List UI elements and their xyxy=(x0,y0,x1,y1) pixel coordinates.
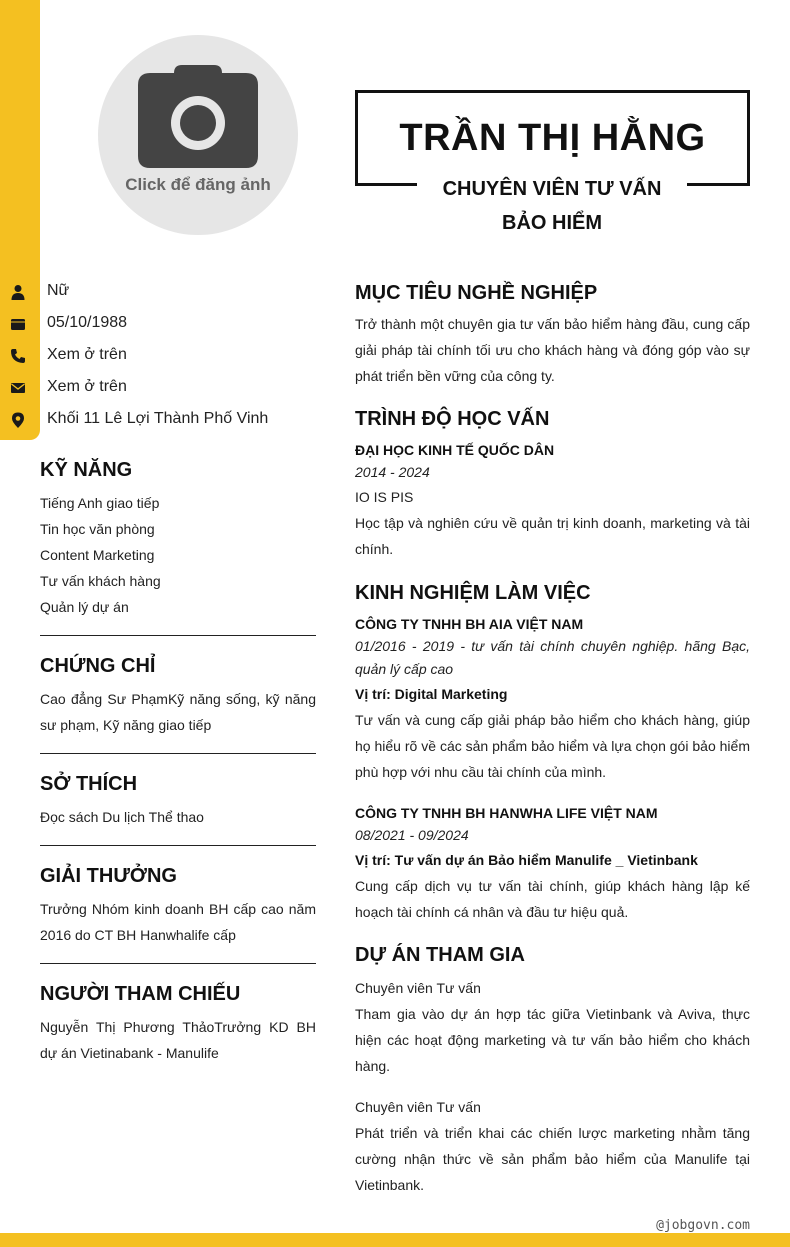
photo-upload[interactable] xyxy=(98,35,298,235)
company-name: CÔNG TY TNHH BH AIA VIỆT NAM xyxy=(355,616,584,632)
calendar-icon xyxy=(10,316,26,332)
job-role: Vị trí: Digital Marketing xyxy=(355,686,508,702)
skill-item: Tin học văn phòng xyxy=(40,521,155,537)
certificates-text: Cao đẳng Sư PhạmKỹ năng sống, kỹ năng sư phạm, Kỹ năng giao tiếp xyxy=(40,691,316,733)
references-heading: NGƯỜI THAM CHIẾU xyxy=(40,983,241,1005)
education-major: IO IS PIS xyxy=(355,489,414,505)
contact-birthday xyxy=(0,308,330,340)
objective-text: Trở thành một chuyên gia tư vấn bảo hiểm hàng đầu, cung cấp giải pháp tài chính tối ưu cho khách hàng và đóng góp vào sự phát triển bền vững của công ty. xyxy=(355,316,750,384)
skills-section xyxy=(40,458,316,620)
job-entry xyxy=(355,802,750,925)
contact-address xyxy=(0,404,330,436)
job-description: Cung cấp dịch vụ tư vấn tài chính, giúp khách hàng lập kế hoạch tài chính cá nhân và đầu tư hiệu quả. xyxy=(355,878,750,920)
job-description: Tư vấn và cung cấp giải pháp bảo hiểm cho khách hàng, giúp họ hiểu rõ về các sản phẩm bảo hiểm và lựa chọn gói bảo hiểm phù hợp với nhu cầu tài chính của mình. xyxy=(355,712,750,780)
awards-text: Trưởng Nhóm kinh doanh BH cấp cao năm 2016 do CT BH Hanwhalife cấp xyxy=(40,901,316,943)
divider xyxy=(40,845,316,846)
candidate-name: TRẦN THỊ HẰNG xyxy=(399,117,706,159)
job-title-line-1: CHUYÊN VIÊN TƯ VẤN xyxy=(442,178,662,200)
job-title xyxy=(417,172,687,240)
company-name: CÔNG TY TNHH BH HANWHA LIFE VIỆT NAM xyxy=(355,805,658,821)
project-description: Phát triển và triển khai các chiến lược marketing nhằm tăng cường nhận thức về sản phẩm bảo hiểm của Manulife tại Vietinbank. xyxy=(355,1125,750,1193)
divider xyxy=(40,753,316,754)
hobbies-text: Đọc sách Du lịch Thể thao xyxy=(40,809,204,825)
experience-heading: KINH NGHIỆM LÀM VIỆC xyxy=(355,582,591,604)
address-text: Khối 11 Lê Lợi Thành Phố Vinh xyxy=(47,410,269,427)
skill-item: Content Marketing xyxy=(40,547,155,563)
job-period: 08/2021 - 09/2024 xyxy=(355,827,469,843)
person-icon xyxy=(10,284,26,300)
awards-section xyxy=(40,864,316,948)
job-entry xyxy=(355,613,750,785)
phone-icon xyxy=(10,348,26,364)
references-section xyxy=(40,982,316,1066)
awards-heading: GIẢI THƯỞNG xyxy=(40,865,177,887)
photo-upload-label: Click để đăng ảnh xyxy=(125,175,271,194)
hobbies-section xyxy=(40,772,316,830)
contact-phone xyxy=(0,340,330,372)
objective-heading: MỤC TIÊU NGHỀ NGHIỆP xyxy=(355,282,598,304)
gender-text: Nữ xyxy=(47,282,70,299)
mail-icon xyxy=(10,380,26,396)
watermark: @jobgovn.com xyxy=(656,1218,750,1233)
education-text: Học tập và nghiên cứu về quản trị kinh doanh, marketing và tài chính. xyxy=(355,515,750,557)
education-section xyxy=(355,407,750,562)
project-entry xyxy=(355,1094,750,1198)
camera-icon xyxy=(138,65,258,170)
location-pin-icon xyxy=(10,412,26,428)
experience-section xyxy=(355,581,750,925)
project-role: Chuyên viên Tư vấn xyxy=(355,980,481,996)
skill-item: Tiếng Anh giao tiếp xyxy=(40,495,160,511)
skill-item: Tư vấn khách hàng xyxy=(40,573,161,589)
job-role: Vị trí: Tư vấn dự án Bảo hiểm Manulife _ Vietinbank xyxy=(355,852,698,868)
phone-text: Xem ở trên xyxy=(47,346,127,363)
project-entry xyxy=(355,975,750,1079)
certificates-heading: CHỨNG CHỈ xyxy=(40,655,156,677)
job-title-line-2: BẢO HIỂM xyxy=(502,212,602,234)
education-heading: TRÌNH ĐỘ HỌC VẤN xyxy=(355,408,550,430)
email-text: Xem ở trên xyxy=(47,378,127,395)
divider xyxy=(40,963,316,964)
project-description: Tham gia vào dự án hợp tác giữa Vietinbank và Aviva, thực hiện các hoạt động marketing và tư vấn bảo hiểm cho khách hàng. xyxy=(355,1006,750,1074)
education-period: 2014 - 2024 xyxy=(355,464,430,480)
hobbies-heading: SỞ THÍCH xyxy=(40,773,138,795)
contact-info xyxy=(0,276,330,436)
certificates-section xyxy=(40,654,316,738)
skill-item: Quản lý dự án xyxy=(40,599,129,615)
contact-gender xyxy=(0,276,330,308)
birthday-text: 05/10/1988 xyxy=(47,314,128,331)
divider xyxy=(40,635,316,636)
projects-heading: DỰ ÁN THAM GIA xyxy=(355,944,525,966)
objective-section xyxy=(355,281,750,389)
bottom-accent-bar xyxy=(0,1233,790,1247)
job-period: 01/2016 - 2019 - tư vấn tài chính chuyên nghiệp. hãng Bạc, quản lý cấp cao xyxy=(355,638,750,677)
project-role: Chuyên viên Tư vấn xyxy=(355,1099,481,1115)
references-text: Nguyễn Thị Phương ThảoTrưởng KD BH dự án Vietinabank - Manulife xyxy=(40,1019,316,1061)
projects-section xyxy=(355,943,750,1198)
skills-heading: KỸ NĂNG xyxy=(40,459,133,481)
school-name: ĐẠI HỌC KINH TẾ QUỐC DÂN xyxy=(355,442,555,458)
contact-email xyxy=(0,372,330,404)
